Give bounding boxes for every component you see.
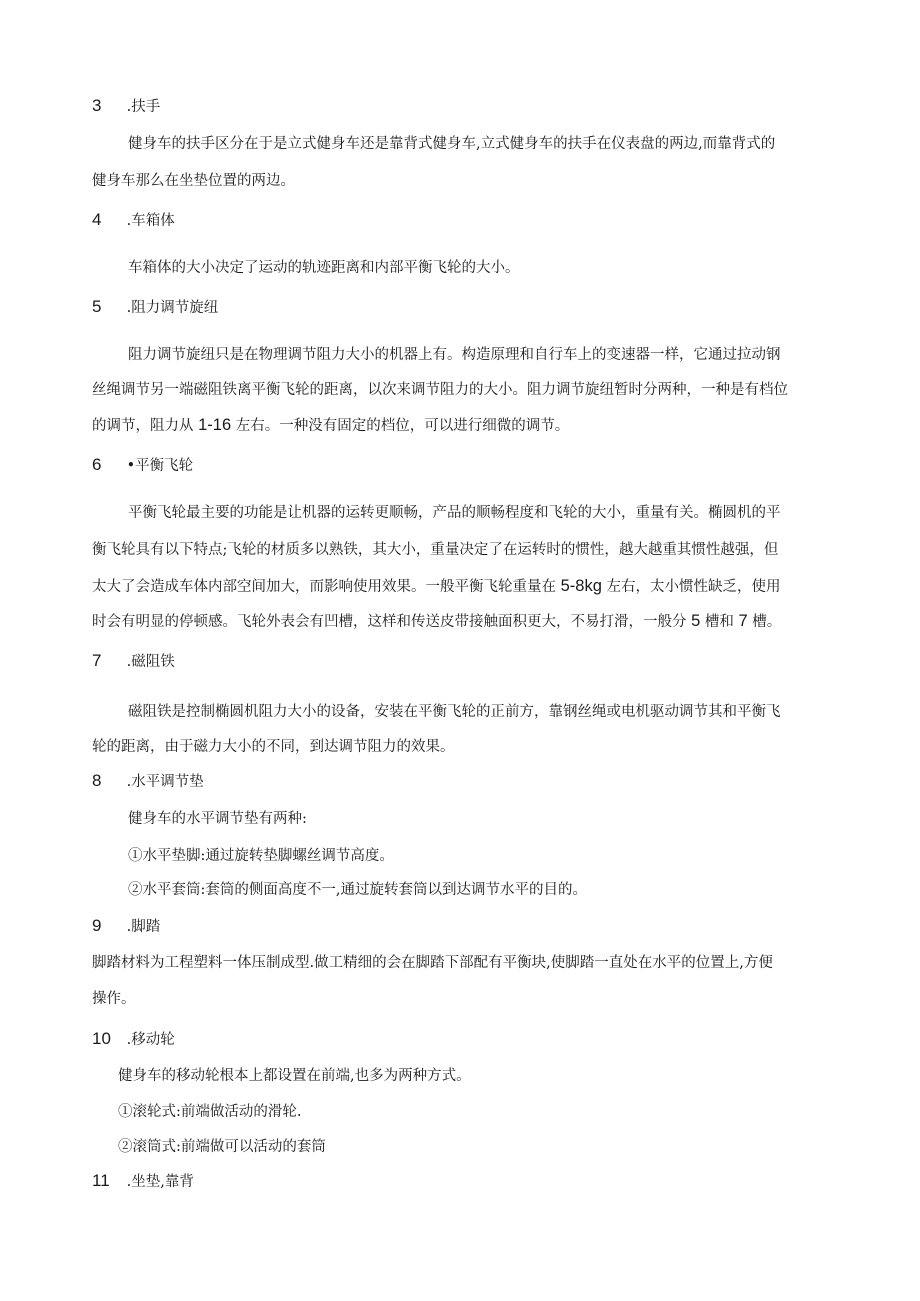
section-number: 9 (92, 916, 102, 935)
section-title: .磁阻铁 (122, 654, 175, 670)
value-run: 7 (738, 612, 748, 630)
section-title: .车箱体 (122, 213, 175, 229)
section-number: 10 (92, 1029, 111, 1048)
text-run: 太大了会造成车体内部空间加大，而影响使用效果。一般平衡飞轮重量在 (92, 579, 561, 595)
section-heading (92, 1029, 175, 1050)
section-heading (92, 916, 160, 937)
paragraph-line: 健身车的移动轮根本上都设置在前端,也多为两种方式。 (118, 1068, 471, 1084)
paragraph-line (92, 611, 781, 632)
section-heading (92, 297, 218, 318)
section-heading (92, 651, 175, 672)
paragraph-line: 丝绳调节另一端磁阻铁离平衡飞轮的距离，以次来调节阻力的大小。阻力调节旋纽暂时分两种，一种是有档位 (92, 382, 788, 398)
paragraph-line: 磁阻铁是控制椭圆机阻力大小的设备，安装在平衡飞轮的正前方，靠钢丝绳或电机驱动调节其和平衡飞 (128, 704, 781, 720)
paragraph-line (92, 415, 569, 436)
text-run: 槽。 (747, 614, 782, 630)
value-run: 5 (691, 612, 701, 630)
paragraph-line: 车箱体的大小决定了运动的轨迹距离和内部平衡飞轮的大小。 (128, 260, 520, 276)
section-number: 5 (92, 297, 102, 316)
section-title: .脚踏 (122, 919, 161, 935)
section-number: 8 (92, 771, 102, 790)
text-run: 时会有明显的停顿感。飞轮外表会有凹槽，这样和传送皮带接触面积更大，不易打滑，一般分 (92, 614, 692, 630)
text-run: 的调节，阻力从 (92, 418, 199, 434)
paragraph-line: 衡飞轮具有以下特点;飞轮的材质多以熟铁，其大小，重量决定了在运转时的惯性，越大越重其惯性越强，但 (92, 542, 779, 558)
text-run: 左右，太小惯性缺乏，使用 (601, 579, 781, 595)
section-heading (92, 771, 204, 792)
paragraph-line: 脚踏材料为工程塑料一体压制成型.做工精细的会在脚踏下部配有平衡块,使脚踏一直处在水平的位置上,方便 (92, 955, 773, 971)
section-number: 7 (92, 651, 102, 670)
text-run: 左右。一种没有固定的档位，可以进行细微的调节。 (231, 418, 570, 434)
section-title: .扶手 (122, 99, 161, 115)
paragraph-line: 阻力调节旋纽只是在物理调节阻力大小的机器上有。构造原理和自行车上的变速器一样，它通过拉动钢 (128, 347, 781, 363)
section-title: .坐垫,靠背 (122, 1174, 194, 1190)
section-title: .阻力调节旋纽 (122, 300, 219, 316)
paragraph-line: 操作。 (92, 991, 136, 1007)
paragraph-line: ①滚轮式:前端做活动的滑轮. (118, 1104, 302, 1120)
paragraph-line: 健身车的水平调节垫有两种: (128, 811, 307, 827)
paragraph-line: ②滚筒式:前端做可以活动的套筒 (118, 1139, 326, 1155)
paragraph-line: 健身车那么在坐垫位置的两边。 (92, 173, 295, 189)
section-title: .水平调节垫 (122, 774, 204, 790)
paragraph-line: ①水平垫脚:通过旋转垫脚螺丝调节高度。 (128, 848, 394, 864)
section-number: 3 (92, 96, 102, 115)
paragraph-line: 轮的距离，由于磁力大小的不同，到达调节阻力的效果。 (92, 739, 455, 755)
section-number: 11 (92, 1171, 110, 1190)
section-heading (92, 1171, 194, 1192)
value-run: 1-16 (198, 416, 232, 434)
section-title: •平衡飞轮 (122, 458, 194, 474)
value-run: 5-8kg (560, 577, 602, 595)
text-run: 槽和 (700, 614, 739, 630)
paragraph-line: ②水平套筒:套筒的侧面高度不一,通过旋转套筒以到达调节水平的目的。 (128, 882, 587, 898)
section-number: 6 (92, 455, 102, 474)
section-heading (92, 455, 193, 476)
paragraph-line (92, 576, 781, 597)
paragraph-line: 平衡飞轮最主要的功能是让机器的运转更顺畅，产品的顺畅程度和飞轮的大小，重量有关。椭圆机的平 (128, 505, 781, 521)
paragraph-line: 健身车的扶手区分在于是立式健身车还是靠背式健身车,立式健身车的扶手在仪表盘的两边,而靠背式的 (128, 136, 776, 152)
section-heading (92, 96, 160, 117)
section-title: .移动轮 (122, 1032, 175, 1048)
section-heading (92, 210, 175, 231)
section-number: 4 (92, 210, 102, 229)
